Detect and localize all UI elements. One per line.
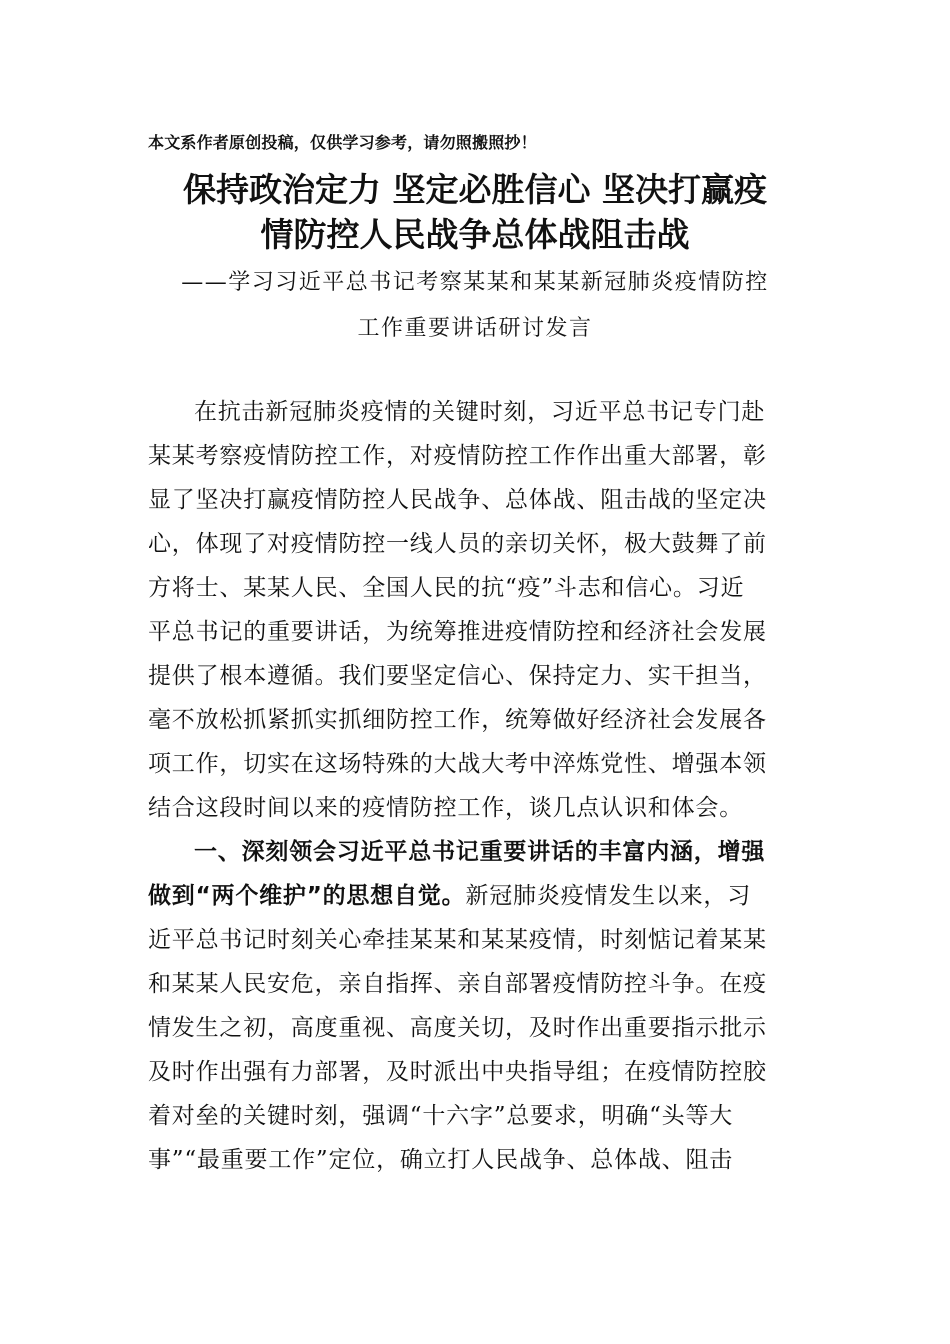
subtitle-line-2: 工作重要讲话研讨发言 (357, 316, 593, 341)
paragraph-line: 提供了根本遵循。我们要坚定信心、保持定力、实干担当， (148, 663, 767, 689)
paragraph-line: 情发生之初，高度重视、高度关切，及时作出重要指示批示 (148, 1015, 767, 1041)
section-heading-line-1: 一、深刻领会习近平总书记重要讲话的丰富内涵，增强 (194, 839, 766, 865)
paragraph-line: 近平总书记时刻关心牵挂某某和某某疫情，时刻惦记着某某 (148, 927, 767, 953)
paragraph-line: 平总书记的重要讲话，为统筹推进疫情防控和经济社会发展 (148, 619, 767, 645)
paragraph-line: 及时作出强有力部署，及时派出中央指导组；在疫情防控胶 (148, 1059, 767, 1085)
paragraph-line: 和某某人民安危，亲自指挥、亲自部署疫情防控斗争。在疫 (148, 971, 767, 997)
paragraph-line: 显了坚决打赢疫情防控人民战争、总体战、阻击战的坚定决 (148, 487, 767, 513)
section-heading-line-2: 做到“两个维护”的思想自觉。 (148, 883, 466, 909)
paragraph-line: 在抗击新冠肺炎疫情的关键时刻，习近平总书记专门赴 (194, 399, 766, 425)
section-line-mixed (148, 881, 751, 911)
title-line-1: 保持政治定力 坚定必胜信心 坚决打赢疫 (183, 170, 767, 209)
paragraph-line: 某某考察疫情防控工作，对疫情防控工作作出重大部署，彰 (148, 443, 767, 469)
title-line-2: 情防控人民战争总体战阻击战 (260, 215, 690, 254)
paragraph-line: 毫不放松抓紧抓实抓细防控工作，统筹做好经济社会发展各 (148, 707, 767, 733)
section-text: 新冠肺炎疫情发生以来，习 (465, 883, 752, 909)
paragraph-line: 方将士、某某人民、全国人民的抗“疫”斗志和信心。习近 (148, 575, 745, 601)
subtitle-line-1: ——学习习近平总书记考察某某和某某新冠肺炎疫情防控 (181, 270, 769, 295)
copyright-notice: 本文系作者原创投稿，仅供学习参考，请勿照搬照抄！ (148, 133, 537, 152)
paragraph-line: 心，体现了对疫情防控一线人员的亲切关怀，极大鼓舞了前 (148, 531, 767, 557)
paragraph-line: 事”“最重要工作”定位，确立打人民战争、总体战、阻击 (148, 1147, 734, 1173)
paragraph-line: 项工作，切实在这场特殊的大战大考中淬炼党性、增强本领 (148, 751, 767, 777)
paragraph-line: 着对垒的关键时刻，强调“十六字”总要求，明确“头等大 (148, 1103, 734, 1129)
paragraph-line: 结合这段时间以来的疫情防控工作，谈几点认识和体会。 (148, 795, 743, 821)
